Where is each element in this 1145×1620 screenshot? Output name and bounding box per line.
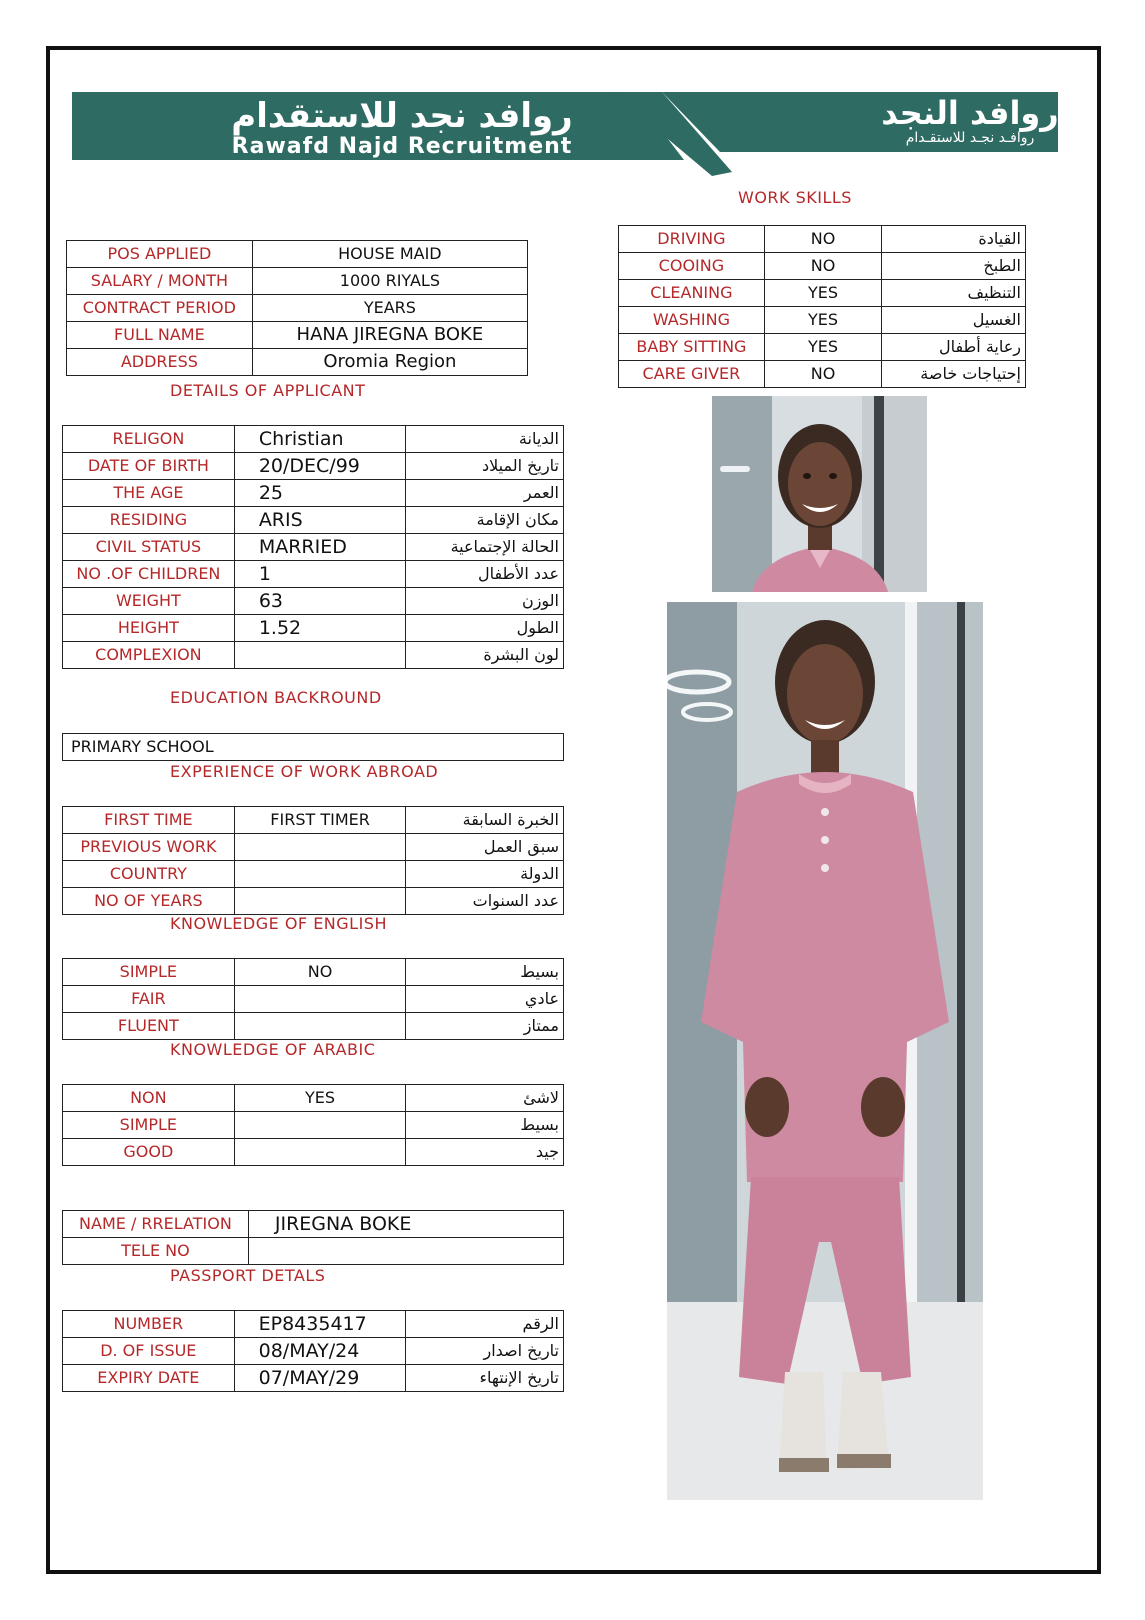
applicant-value: 25 xyxy=(234,480,406,507)
table-row xyxy=(63,734,564,761)
skill-label: CARE GIVER xyxy=(619,361,765,388)
table-row xyxy=(67,268,528,295)
skill-arabic: القيادة xyxy=(882,226,1026,253)
passport-label: D. OF ISSUE xyxy=(63,1338,235,1365)
applicant-value: 63 xyxy=(234,588,406,615)
english-value: NO xyxy=(234,959,406,986)
experience-value xyxy=(234,834,406,861)
applicant-value: Christian xyxy=(234,426,406,453)
table-row xyxy=(63,1139,564,1166)
experience-table xyxy=(62,806,564,915)
applicant-arabic: الوزن xyxy=(406,588,564,615)
arabic-value xyxy=(234,1112,406,1139)
applicant-title: DETAILS OF APPLICANT xyxy=(170,381,366,400)
table-row xyxy=(63,453,564,480)
table-row xyxy=(63,1013,564,1040)
work-skills-title: WORK SKILLS xyxy=(738,188,852,207)
relation-name-value: JIREGNA BOKE xyxy=(248,1211,563,1238)
applicant-full-body-photo xyxy=(667,602,983,1500)
table-row xyxy=(63,1311,564,1338)
applicant-arabic: لون البشرة xyxy=(406,642,564,669)
applicant-value: 1 xyxy=(234,561,406,588)
experience-title: EXPERIENCE OF WORK ABROAD xyxy=(170,762,439,781)
applicant-table xyxy=(62,425,564,669)
experience-label: PREVIOUS WORK xyxy=(63,834,235,861)
position-table xyxy=(66,240,528,376)
table-row xyxy=(63,615,564,642)
skill-arabic: إحتياجات خاصة xyxy=(882,361,1026,388)
applicant-arabic: العمر xyxy=(406,480,564,507)
applicant-value xyxy=(234,642,406,669)
salary-value: 1000 RIYALS xyxy=(252,268,527,295)
applicant-value: MARRIED xyxy=(234,534,406,561)
experience-value: FIRST TIMER xyxy=(234,807,406,834)
company-logo-subtitle: روافـد نجـد للاستقـدام xyxy=(905,130,1035,146)
work-skills-table xyxy=(618,225,1026,388)
applicant-label: THE AGE xyxy=(63,480,235,507)
table-row xyxy=(619,280,1026,307)
passport-arabic: الرقم xyxy=(406,1311,564,1338)
arabic-arabic: لاشئ xyxy=(406,1085,564,1112)
skill-arabic: رعاية أطفال xyxy=(882,334,1026,361)
table-row xyxy=(67,349,528,376)
company-logo: روافد النجد xyxy=(881,94,1059,132)
table-row xyxy=(619,226,1026,253)
skill-value: NO xyxy=(764,226,881,253)
skill-value: NO xyxy=(764,253,881,280)
tele-label: TELE NO xyxy=(63,1238,249,1265)
applicant-arabic: مكان الإقامة xyxy=(406,507,564,534)
skill-value: YES xyxy=(764,334,881,361)
table-row xyxy=(63,1112,564,1139)
english-arabic: بسيط xyxy=(406,959,564,986)
applicant-arabic: الطول xyxy=(406,615,564,642)
applicant-value: 1.52 xyxy=(234,615,406,642)
english-arabic: عادي xyxy=(406,986,564,1013)
experience-label: COUNTRY xyxy=(63,861,235,888)
applicant-value: ARIS xyxy=(234,507,406,534)
skill-value: YES xyxy=(764,280,881,307)
header-banner xyxy=(72,92,1058,166)
tele-value xyxy=(248,1238,563,1265)
arabic-value xyxy=(234,1139,406,1166)
experience-value xyxy=(234,888,406,915)
arabic-arabic: جيد xyxy=(406,1139,564,1166)
applicant-value: 20/DEC/99 xyxy=(234,453,406,480)
experience-label: NO OF YEARS xyxy=(63,888,235,915)
experience-label: FIRST TIME xyxy=(63,807,235,834)
applicant-label: HEIGHT xyxy=(63,615,235,642)
table-row xyxy=(63,1238,564,1265)
address-label: ADDRESS xyxy=(67,349,253,376)
address-value: Oromia Region xyxy=(252,349,527,376)
relation-name-label: NAME / RRELATION xyxy=(63,1211,249,1238)
skill-arabic: التنظيف xyxy=(882,280,1026,307)
english-label: FAIR xyxy=(63,986,235,1013)
pos-applied-value: HOUSE MAID xyxy=(252,241,527,268)
education-title: EDUCATION BACKROUND xyxy=(170,688,382,707)
table-row xyxy=(63,807,564,834)
applicant-arabic: الحالة الإجتماعية xyxy=(406,534,564,561)
passport-arabic: تاريخ اصدار xyxy=(406,1338,564,1365)
table-row xyxy=(67,241,528,268)
pos-applied-label: POS APPLIED xyxy=(67,241,253,268)
education-value: PRIMARY SCHOOL xyxy=(63,734,564,761)
passport-value: 08/MAY/24 xyxy=(234,1338,406,1365)
applicant-label: RELIGON xyxy=(63,426,235,453)
english-table xyxy=(62,958,564,1040)
english-label: SIMPLE xyxy=(63,959,235,986)
arabic-value: YES xyxy=(234,1085,406,1112)
table-row xyxy=(63,480,564,507)
table-row xyxy=(63,834,564,861)
applicant-portrait-photo xyxy=(712,396,927,592)
table-row xyxy=(63,986,564,1013)
experience-arabic: سبق العمل xyxy=(406,834,564,861)
table-row xyxy=(63,642,564,669)
education-table xyxy=(62,733,564,761)
table-row xyxy=(67,322,528,349)
experience-arabic: الخبرة السابقة xyxy=(406,807,564,834)
applicant-label: CIVIL STATUS xyxy=(63,534,235,561)
passport-title: PASSPORT DETALS xyxy=(170,1266,326,1285)
skill-arabic: الغسيل xyxy=(882,307,1026,334)
full-name-value: HANA JIREGNA BOKE xyxy=(252,322,527,349)
contract-value: YEARS xyxy=(252,295,527,322)
table-row xyxy=(63,588,564,615)
applicant-label: DATE OF BIRTH xyxy=(63,453,235,480)
arabic-label: NON xyxy=(63,1085,235,1112)
table-row xyxy=(63,534,564,561)
table-row xyxy=(63,507,564,534)
english-value xyxy=(234,1013,406,1040)
table-row xyxy=(63,1338,564,1365)
passport-value: 07/MAY/29 xyxy=(234,1365,406,1392)
experience-arabic: الدولة xyxy=(406,861,564,888)
table-row xyxy=(63,888,564,915)
skill-label: WASHING xyxy=(619,307,765,334)
table-row xyxy=(63,1365,564,1392)
arabic-title: KNOWLEDGE OF ARABIC xyxy=(170,1040,376,1059)
arabic-label: GOOD xyxy=(63,1139,235,1166)
skill-label: CLEANING xyxy=(619,280,765,307)
table-row xyxy=(63,1211,564,1238)
applicant-label: RESIDING xyxy=(63,507,235,534)
skill-label: COOING xyxy=(619,253,765,280)
skill-label: DRIVING xyxy=(619,226,765,253)
english-value xyxy=(234,986,406,1013)
experience-arabic: عدد السنوات xyxy=(406,888,564,915)
table-row xyxy=(619,253,1026,280)
passport-arabic: تاريخ الإنتهاء xyxy=(406,1365,564,1392)
table-row xyxy=(619,334,1026,361)
salary-label: SALARY / MONTH xyxy=(67,268,253,295)
arabic-table xyxy=(62,1084,564,1166)
applicant-arabic: الديانة xyxy=(406,426,564,453)
english-label: FLUENT xyxy=(63,1013,235,1040)
company-name-english: Rawafd Najd Recruitment xyxy=(231,134,573,159)
table-row xyxy=(67,295,528,322)
applicant-label: WEIGHT xyxy=(63,588,235,615)
passport-label: EXPIRY DATE xyxy=(63,1365,235,1392)
passport-value: EP8435417 xyxy=(234,1311,406,1338)
english-arabic: ممتاز xyxy=(406,1013,564,1040)
company-name-arabic: روافد نجد للاستقدام xyxy=(231,96,573,136)
english-title: KNOWLEDGE OF ENGLISH xyxy=(170,914,387,933)
table-row xyxy=(63,561,564,588)
arabic-arabic: بسيط xyxy=(406,1112,564,1139)
skill-label: BABY SITTING xyxy=(619,334,765,361)
contract-label: CONTRACT PERIOD xyxy=(67,295,253,322)
table-row xyxy=(63,959,564,986)
passport-table xyxy=(62,1310,564,1392)
skill-value: YES xyxy=(764,307,881,334)
table-row xyxy=(63,1085,564,1112)
relation-table xyxy=(62,1210,564,1265)
table-row xyxy=(619,307,1026,334)
applicant-arabic: عدد الأطفال xyxy=(406,561,564,588)
table-row xyxy=(63,861,564,888)
passport-label: NUMBER xyxy=(63,1311,235,1338)
experience-value xyxy=(234,861,406,888)
applicant-label: NO .OF CHILDREN xyxy=(63,561,235,588)
table-row xyxy=(63,426,564,453)
skill-arabic: الطبخ xyxy=(882,253,1026,280)
full-name-label: FULL NAME xyxy=(67,322,253,349)
applicant-label: COMPLEXION xyxy=(63,642,235,669)
arabic-label: SIMPLE xyxy=(63,1112,235,1139)
applicant-arabic: تاريخ الميلاد xyxy=(406,453,564,480)
table-row xyxy=(619,361,1026,388)
skill-value: NO xyxy=(764,361,881,388)
